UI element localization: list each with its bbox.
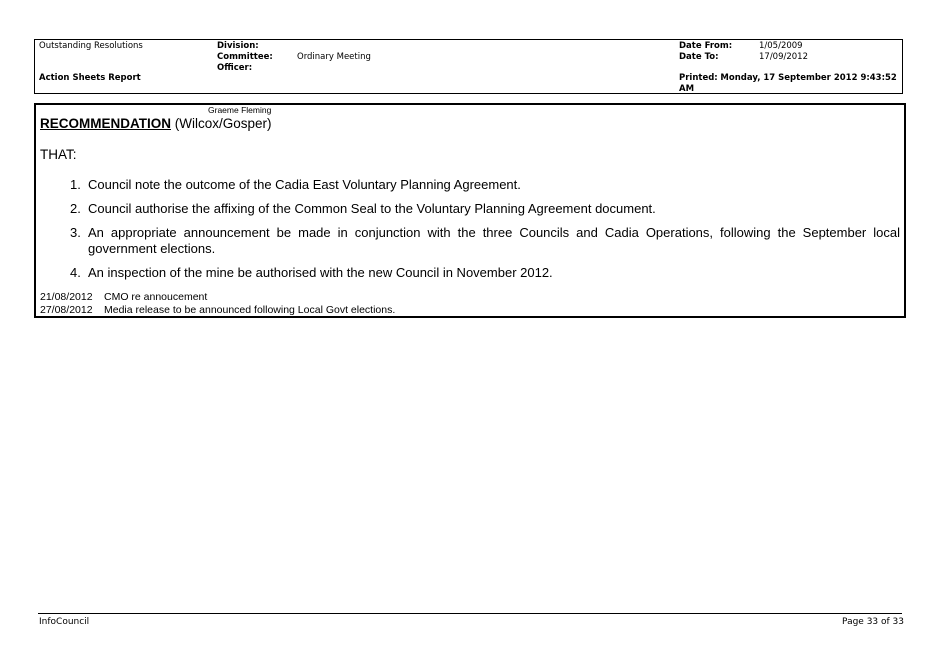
resolution-box xyxy=(34,103,906,318)
list-item xyxy=(70,265,900,281)
item-text: An appropriate announcement be made in conjunction with the three Councils and Cadia Operations, following the September local government elections. xyxy=(88,225,900,256)
recommendation-list xyxy=(70,177,900,289)
recommendation-heading xyxy=(40,116,272,131)
footer-app-name: InfoCouncil xyxy=(39,617,90,627)
note-date: 27/08/2012 xyxy=(40,303,93,316)
list-item xyxy=(70,225,900,257)
printed-value: Monday, 17 September 2012 9:43:52 xyxy=(720,73,897,83)
item-text: An inspection of the mine be authorised with the new Council in November 2012. xyxy=(88,265,553,280)
note-text: CMO re annoucement xyxy=(104,291,208,303)
report-header xyxy=(34,39,903,94)
printed-label: Printed: xyxy=(679,73,718,83)
footer-divider xyxy=(38,613,902,614)
recommendation-movers: (Wilcox/Gosper) xyxy=(174,116,272,131)
recommendation-intro: THAT: xyxy=(40,147,77,162)
item-number: 1. xyxy=(70,177,81,192)
note-row xyxy=(40,304,395,317)
printed-line xyxy=(679,73,897,84)
date-from-label: Date From: xyxy=(679,41,733,51)
item-number: 2. xyxy=(70,201,81,216)
note-text: Media release to be announced following Local Govt elections. xyxy=(104,303,396,316)
note-date: 21/08/2012 xyxy=(40,291,93,303)
item-number: 3. xyxy=(70,225,81,240)
item-text: Council authorise the affixing of the Common Seal to the Voluntary Planning Agreement document. xyxy=(88,201,656,216)
printed-value-cont: AM xyxy=(679,84,695,94)
list-item xyxy=(70,177,900,193)
committee-label: Committee: xyxy=(217,52,273,62)
division-label: Division: xyxy=(217,41,259,51)
action-notes xyxy=(40,291,395,316)
report-name: Outstanding Resolutions xyxy=(39,41,143,51)
date-from-value: 1/05/2009 xyxy=(759,41,803,51)
item-text: Council note the outcome of the Cadia East Voluntary Planning Agreement. xyxy=(88,177,521,192)
report-type: Action Sheets Report xyxy=(39,73,141,83)
date-to-value: 17/09/2012 xyxy=(759,52,808,62)
officer-name: Graeme Fleming xyxy=(208,105,272,115)
item-number: 4. xyxy=(70,265,81,280)
date-to-label: Date To: xyxy=(679,52,719,62)
committee-value: Ordinary Meeting xyxy=(297,52,371,62)
recommendation-label: RECOMMENDATION xyxy=(40,116,171,131)
list-item xyxy=(70,201,900,217)
officer-label: Officer: xyxy=(217,63,253,73)
note-row xyxy=(40,291,395,304)
page-number: Page 33 of 33 xyxy=(842,617,904,627)
